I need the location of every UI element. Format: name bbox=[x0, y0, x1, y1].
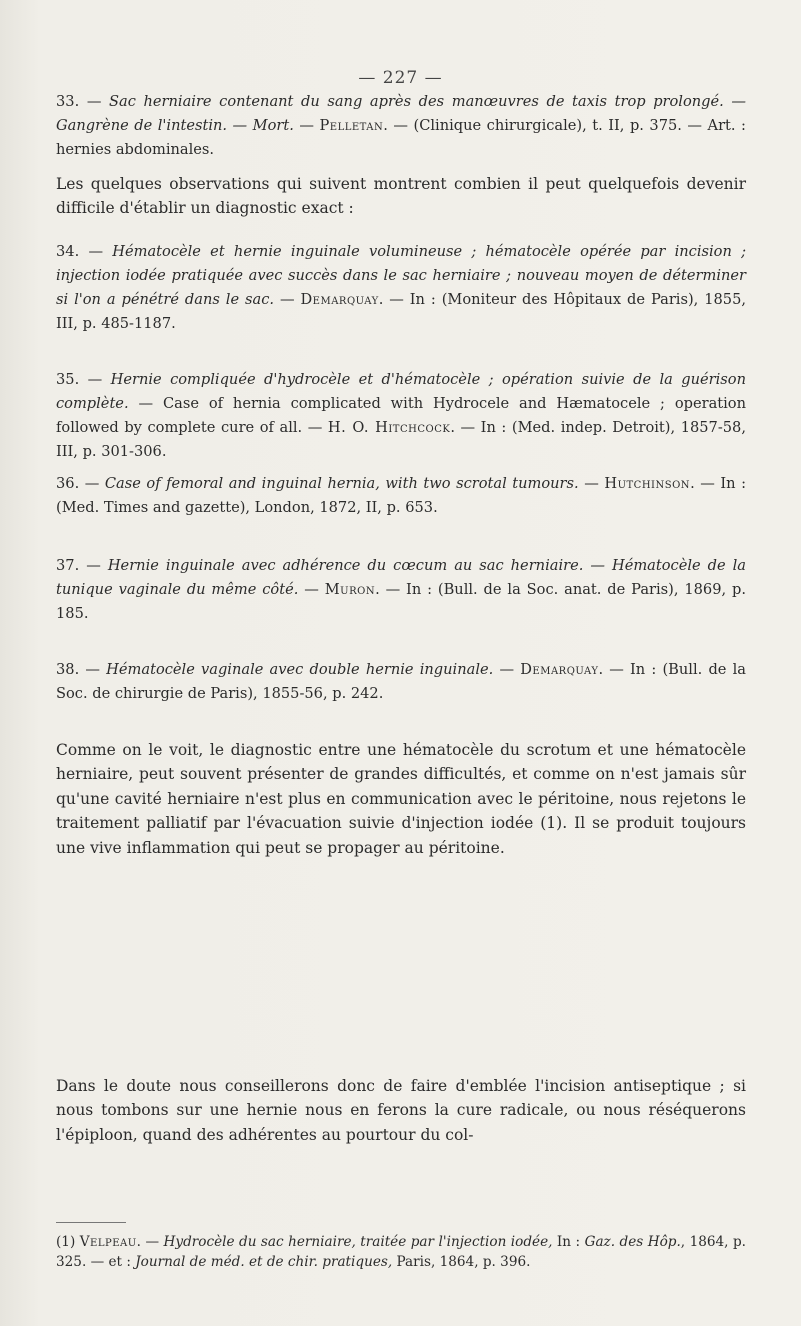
entry-reference: . — In : (Med. Times and gazette), London, 1872, II, p. 653. bbox=[56, 475, 746, 516]
entry-author: Demarquay bbox=[300, 291, 379, 308]
footnote-divider bbox=[56, 1222, 126, 1223]
entry-title: Hernie inguinale avec adhérence du cœcum au sac herniaire. — Hématocèle de la tunique vaginale du même côté. bbox=[56, 557, 746, 598]
entry-author: Hutchinson bbox=[604, 475, 691, 492]
footnote-mark: (1) bbox=[56, 1234, 80, 1250]
body-paragraph-1: Comme on le voit, le diagnostic entre une hématocèle du scrotum et une hématocèle herniaire, peut souvent présenter de grandes difficultés, et comme on n'est jamais sûr qu'une cavité herniaire n'est plus en communication avec le péritoine, nous rejetons le traitement palliatif par l'évacuation suivie d'injection iodée (1). Il se produit toujours une vive inflammation qui peut se propager au péritoine. bbox=[56, 741, 746, 857]
footnote-author: Velpeau bbox=[79, 1234, 137, 1250]
footnote-reference: Paris, 1864, p. 396. bbox=[392, 1254, 531, 1270]
footnote-title: Hydrocèle du sac herniaire, traitée par l'injection iodée, bbox=[163, 1234, 553, 1250]
intro-paragraph: Les quelques observations qui suivent montrent combien il peut quelquefois devenir difficile d'établir un diagnostic exact : bbox=[56, 175, 746, 217]
entry-title: Hématocèle et hernie inguinale volumineuse ; hématocèle opérée par incision ; injection iodée pratiquée avec succès dans le sac herniaire ; nouveau moyen de déterminer si l'on a pénétré dans le sac. bbox=[56, 243, 746, 308]
entry-reference: . — In : (Moniteur des Hôpitaux de Paris), 1855, III, p. 485-1187. bbox=[56, 291, 746, 332]
entry-reference: . — In : (Bull. de la Soc. de chirurgie de Paris), 1855-56, p. 242. bbox=[56, 661, 746, 702]
entry-33: 33. — Sac herniaire contenant du sang après des manœuvres de taxis trop prolongé. — Gangrène de l'intestin. — Mort. — Pelletan. — (Clinique chirurgicale), t. II, p. 375. — Art. : hernies abdominales. bbox=[56, 93, 746, 158]
entry-reference: . — In : (Bull. de la Soc. anat. de Paris), 1869, p. 185. bbox=[56, 581, 746, 622]
footnote-journal-2: Journal de méd. et de chir. pratiques, bbox=[135, 1254, 393, 1270]
entry-reference: . — In : (Med. indep. Detroit), 1857-58, III, p. 301-306. bbox=[56, 419, 746, 460]
entry-title: Hématocèle vaginale avec double hernie inguinale. bbox=[106, 661, 494, 678]
entry-number: 33. — bbox=[56, 93, 110, 110]
entry-37: 37. — Hernie inguinale avec adhérence du cœcum au sac herniaire. — Hématocèle de la tunique vaginale du même côté. — Muron. — In : (Bull. de la Soc. anat. de Paris), 1869, p. 185. bbox=[56, 557, 746, 622]
entry-35: 35. — Hernie compliquée d'hydrocèle et d'hématocèle ; opération suivie de la guérison complète. — Case of hernia complicated with Hydrocele and Hæmatocele ; operation followed by complete cure of all. — H. O. Hitchcock. — In : (Med. indep. Detroit), 1857-58, III, p. 301-306. bbox=[56, 371, 746, 460]
entry-author: Demarquay bbox=[520, 661, 599, 678]
footnote: (1) Velpeau. — Hydrocèle du sac herniaire, traitée par l'injection iodée, In : Gaz. des Hôp., 1864, p. 325. — et : Journal de méd. et de chir. pratiques, Paris, 1864, p. 396. bbox=[56, 1234, 746, 1270]
entry-number: 35. — bbox=[56, 371, 111, 388]
entry-author: H. O. Hitchcock bbox=[327, 419, 451, 436]
entry-author: Muron bbox=[324, 581, 376, 598]
footnote-journal-1: Gaz. des Hôp. bbox=[584, 1234, 681, 1250]
entry-title: Sac herniaire contenant du sang après des manœuvres de taxis trop prolongé. — Gangrène de l'intestin. — Mort. bbox=[56, 93, 746, 134]
entry-number: 38. — bbox=[56, 661, 107, 678]
page-number: — 227 — bbox=[358, 68, 443, 88]
entry-number: 37. — bbox=[56, 557, 108, 574]
entry-reference: . — (Clinique chirurgicale), t. II, p. 375. — Art. : hernies abdominales. bbox=[56, 117, 746, 158]
body-paragraph-2: Dans le doute nous conseillerons donc de faire d'emblée l'incision antiseptique ; si nous tombons sur une hernie nous en ferons la cure radicale, ou nous réséquerons l'épiploon, quand des adhérentes au pourtour du col- bbox=[56, 1077, 746, 1144]
entry-title: Hernie compliquée d'hydrocèle et d'hématocèle ; opération suivie de la guérison complète. bbox=[56, 371, 746, 412]
entry-34: 34. — Hématocèle et hernie inguinale volumineuse ; hématocèle opérée par incision ; injection iodée pratiquée avec succès dans le sac herniaire ; nouveau moyen de déterminer si l'on a pénétré dans le sac. — Demarquay. — In : (Moniteur des Hôpitaux de Paris), 1855, III, p. 485-1187. bbox=[56, 243, 746, 332]
entry-title: Case of femoral and inguinal hernia, with two scrotal tumours. bbox=[104, 475, 579, 492]
entry-number: 36. — bbox=[56, 475, 105, 492]
entry-number: 34. — bbox=[56, 243, 113, 260]
entry-36: 36. — Case of femoral and inguinal hernia, with two scrotal tumours. — Hutchinson. — In : (Med. Times and gazette), London, 1872, II, p. 653. bbox=[56, 475, 746, 516]
entry-author: Pelletan bbox=[319, 117, 384, 134]
entry-38: 38. — Hématocèle vaginale avec double hernie inguinale. — Demarquay. — In : (Bull. de la Soc. de chirurgie de Paris), 1855-56, p. 242. bbox=[56, 661, 746, 702]
